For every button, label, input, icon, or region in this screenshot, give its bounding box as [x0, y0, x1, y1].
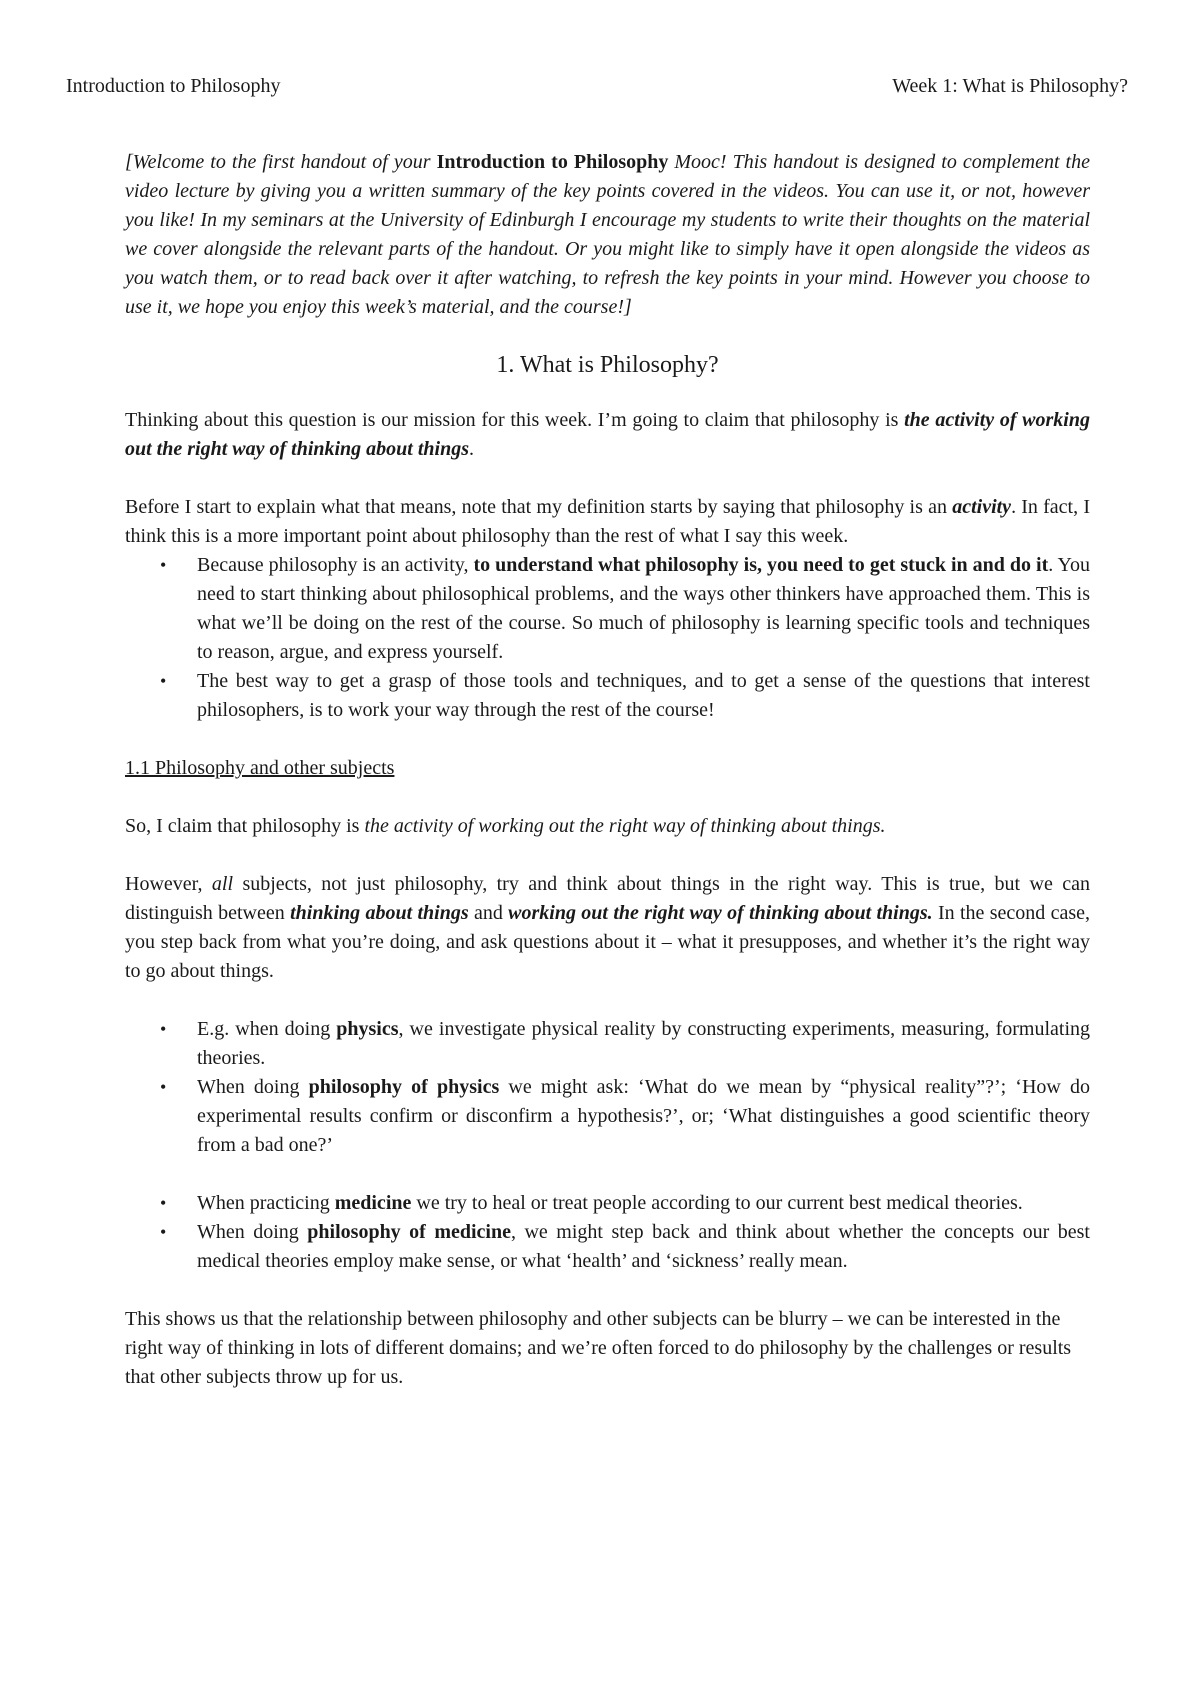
intro-rest: Mooc! This handout is designed to complement the video lecture by giving you a written summary of the key points covered in the videos. You can use it, or not, however you like! In my seminars at the University of Edinburgh I encourage my students to write their thoughts on the material we cover alongside the relevant parts of the handout. Or you might like to simply have it open alongside the videos as you watch them, or to read back over it after watching, to refresh the key points in your mind. However you choose to use it, we hope you enjoy this week’s material, and the course!]: [125, 151, 1090, 318]
text: Before I start to explain what that means, note that my definition starts by saying that philosophy is an: [125, 496, 953, 518]
paragraph-definition: [125, 406, 1090, 464]
text: The best way to get a grasp of those tools and techniques, and to get a sense of the questions that interest philosophers, is to work your way through the rest of the course!: [197, 670, 1090, 721]
text: . You need to start thinking about philosophical problems, and the ways other thinkers have approached them. This is what we’ll be doing on the rest of the course. So much of philosophy is learning specific tools and techniques to reason, argue, and express yourself.: [197, 554, 1090, 663]
text: When practicing: [197, 1192, 335, 1214]
paragraph-activity: [125, 493, 1090, 551]
list-item: [125, 1189, 1090, 1218]
paragraph-distinction: [125, 870, 1090, 986]
bullet-list-physics: [125, 1015, 1090, 1160]
text: However,: [125, 873, 212, 895]
emphasis-text: thinking about things: [290, 902, 469, 924]
text: we try to heal or treat people according to our current best medical theories.: [411, 1192, 1023, 1214]
text: subjects, not just philosophy, try and think about things in the right way. This is true, but we can distinguish between: [125, 873, 1090, 924]
text: , we might step back and think about whether the concepts our best medical theories employ make sense, or what ‘health’ and ‘sickness’ really mean.: [197, 1221, 1090, 1272]
text: we might ask: ‘What do we mean by “physical reality”?’; ‘How do experimental results confirm or disconfirm a hypothesis?’, or; ‘What distinguishes a good scientific theory from a bad one?’: [197, 1076, 1091, 1156]
bullet-icon: •: [160, 1019, 167, 1039]
list-item: [125, 551, 1090, 667]
text: . In fact, I think this is a more important point about philosophy than the rest of what I say this week.: [125, 496, 1090, 547]
header-course-title: Introduction to Philosophy: [66, 75, 281, 97]
bullet-icon: •: [160, 1077, 167, 1097]
text: When doing: [197, 1221, 308, 1243]
bullet-icon: •: [160, 1222, 167, 1242]
text: When doing: [197, 1076, 309, 1098]
header-week-title: Week 1: What is Philosophy?: [892, 75, 1128, 97]
paragraph-claim: [125, 812, 1090, 841]
text: So, I claim that philosophy is: [125, 815, 365, 837]
list-item: [125, 1015, 1090, 1073]
subsection-title: 1.1 Philosophy and other subjects: [125, 757, 395, 779]
bold-text: philosophy of medicine: [307, 1221, 511, 1243]
bullet-icon: •: [160, 1193, 167, 1213]
italic-text: the activity of working out the right way of thinking about things.: [364, 815, 886, 837]
bullet-list-medicine: [125, 1189, 1090, 1276]
document-body: [125, 148, 1090, 1392]
bullet-icon: •: [160, 671, 167, 691]
text: .: [469, 438, 474, 460]
list-item: [125, 1218, 1090, 1276]
spacer: [125, 1160, 1090, 1189]
text: and: [468, 902, 509, 924]
bullet-icon: •: [160, 555, 167, 575]
text: , we investigate physical reality by constructing experiments, measuring, formulating theories.: [197, 1018, 1090, 1069]
intro-course-name: Introduction to Philosophy: [436, 151, 669, 173]
bold-text: to understand what philosophy is, you need to get stuck in and do it: [473, 554, 1049, 576]
paragraph-conclusion: This shows us that the relationship between philosophy and other subjects can be blurry – we can be interested in the right way of thinking in lots of different domains; and we’re often forced to do philosophy by the challenges or results that other subjects throw up for us.: [125, 1308, 1072, 1388]
spacer: [125, 986, 1090, 1015]
list-item: [125, 667, 1090, 725]
list-item: [125, 1073, 1090, 1160]
definition-emphasis: the activity of working out the right way of thinking about things: [125, 409, 1090, 460]
text: Thinking about this question is our mission for this week. I’m going to claim that philosophy is: [125, 409, 905, 431]
bold-text: physics: [336, 1018, 399, 1040]
text: Because philosophy is an activity,: [197, 554, 474, 576]
bullet-list-activity: [125, 551, 1090, 725]
intro-paragraph: [125, 148, 1090, 322]
text: E.g. when doing: [197, 1018, 337, 1040]
emphasis-text: working out the right way of thinking about things.: [508, 902, 933, 924]
text: In the second case, you step back from what you’re doing, and ask questions about it – what it presupposes, and whether it’s the right way to go about things.: [125, 902, 1090, 982]
intro-open: [Welcome to the first handout of your: [125, 151, 437, 173]
bold-text: philosophy of physics: [308, 1076, 500, 1098]
activity-emphasis: activity: [952, 496, 1012, 518]
section-title: 1. What is Philosophy?: [496, 352, 719, 378]
bold-text: medicine: [334, 1192, 412, 1214]
italic-text: all: [211, 873, 234, 895]
